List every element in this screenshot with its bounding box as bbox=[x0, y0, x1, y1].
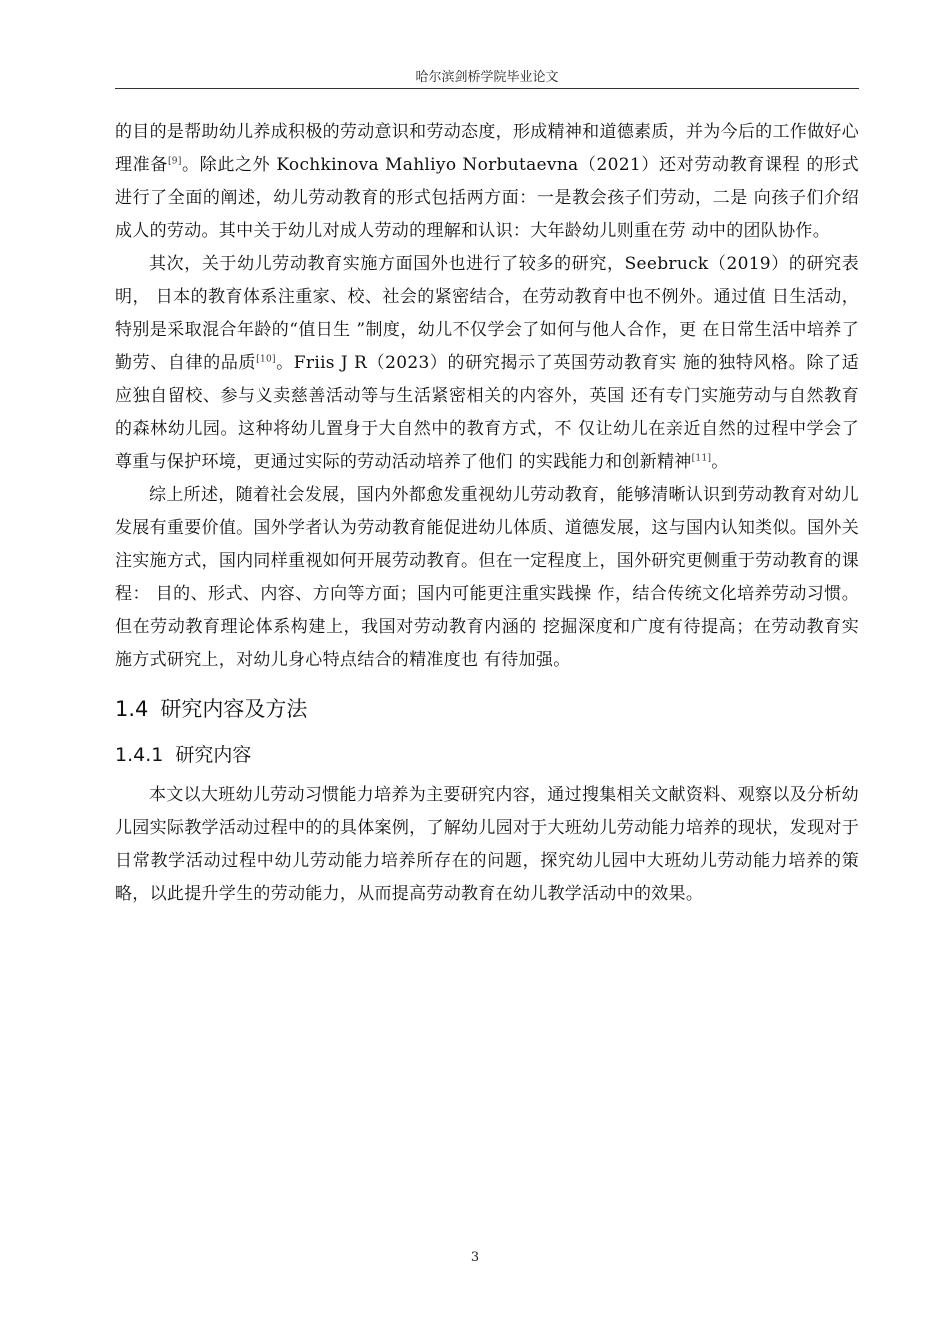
paragraph-2-text-a: 其次，关于幼儿劳动教育实施方面国外也进行了较多的研究，Seebruck（2019）的研究表明， 日本的教育体系注重家、校、社会的紧密结合，在劳动教育中也不例外。通过值 日生活动，特别是采取混合年龄的“值日生 ”制度，幼儿不仅学会了如何与他人合作，更 在日常生活中培养了勤劳、自律的品质 bbox=[115, 254, 859, 373]
section-title: 研究内容及方法 bbox=[160, 697, 308, 721]
paragraph-1 bbox=[115, 116, 859, 248]
page-number: 3 bbox=[470, 1250, 480, 1265]
paragraph-2-text-c: 。 bbox=[711, 452, 729, 472]
paragraph-3: 综上所述，随着社会发展，国内外都愈发重视幼儿劳动教育，能够清晰认识到劳动教育对幼儿发展有重要价值。国外学者认为劳动教育能促进幼儿体质、道德发展，这与国内认知类似。国外关注实施方式，国内同样重视如何开展劳动教育。但在一定程度上，国外研究更侧重于劳动教育的课程： 目的、形式、内容、方向等方面；国内可能更注重实践操 作，结合传统文化培养劳动习惯。但在劳动教育理论体系构建上，我国对劳动教育内涵的 挖掘深度和广度有待提高；在劳动教育实施方式研究上，对幼儿身心特点结合的精准度也 有待加强。 bbox=[115, 485, 859, 670]
subsection-number: 1.4.1 bbox=[115, 744, 164, 766]
citation-9: [9] bbox=[167, 156, 182, 167]
section-number: 1.4 bbox=[115, 697, 149, 721]
subsection-heading-1-4-1 bbox=[115, 735, 859, 775]
citation-10: [10] bbox=[256, 354, 276, 365]
section-heading-1-4 bbox=[115, 689, 859, 729]
header-rule bbox=[115, 88, 859, 89]
paragraph-4: 本文以大班幼儿劳动习惯能力培养为主要研究内容，通过搜集相关文献资料、观察以及分析幼儿园实际教学活动过程中的的具体案例，了解幼儿园对于大班幼儿劳动能力培养的现状，发现对于日常教学活动过程中幼儿劳动能力培养所存在的问题，探究幼儿园中大班幼儿劳动能力培养的策略，以此提升学生的劳动能力，从而提高劳动教育在幼儿教学活动中的效果。 bbox=[115, 785, 859, 904]
citation-11: [11] bbox=[691, 453, 712, 464]
paragraph-2 bbox=[115, 248, 859, 479]
paragraph-2-text-b: 。Friis J R（2023）的研究揭示了英国劳动教育实 施的独特风格。除了适应独自留校、参与义卖慈善活动等与生活紧密相关的内容外，英国 还有专门实施劳动与自然教育的森林幼儿园。这种将幼儿置身于大自然中的教育方式，不 仅让幼儿在亲近自然的过程中学会了尊重与保护环境，更通过实际的劳动活动培养了他们 的实践能力和创新精神 bbox=[115, 353, 860, 472]
paragraph-1-text-b: 。除此之外 Kochkinova Mahliyo Norbutaevna（2021）还对劳动教育课程 的形式进行了全面的阐述，幼儿劳动教育的形式包括两方面：一是教会孩子们劳动，二是 向孩子们介绍成人的劳动。其中关于幼儿对成人劳动的理解和认识：大年龄幼儿则重在劳 动中的团队协作。 bbox=[115, 155, 859, 241]
body-text bbox=[115, 116, 859, 911]
subsection-title: 研究内容 bbox=[175, 744, 252, 766]
running-header: 哈尔滨剑桥学院毕业论文 bbox=[415, 70, 559, 85]
paragraph-1-text-a: 的目的是帮助幼儿养成积极的劳动意识和劳动态度，形成精神和道德素质，并为今后的工作做好心理准备 bbox=[115, 122, 859, 175]
